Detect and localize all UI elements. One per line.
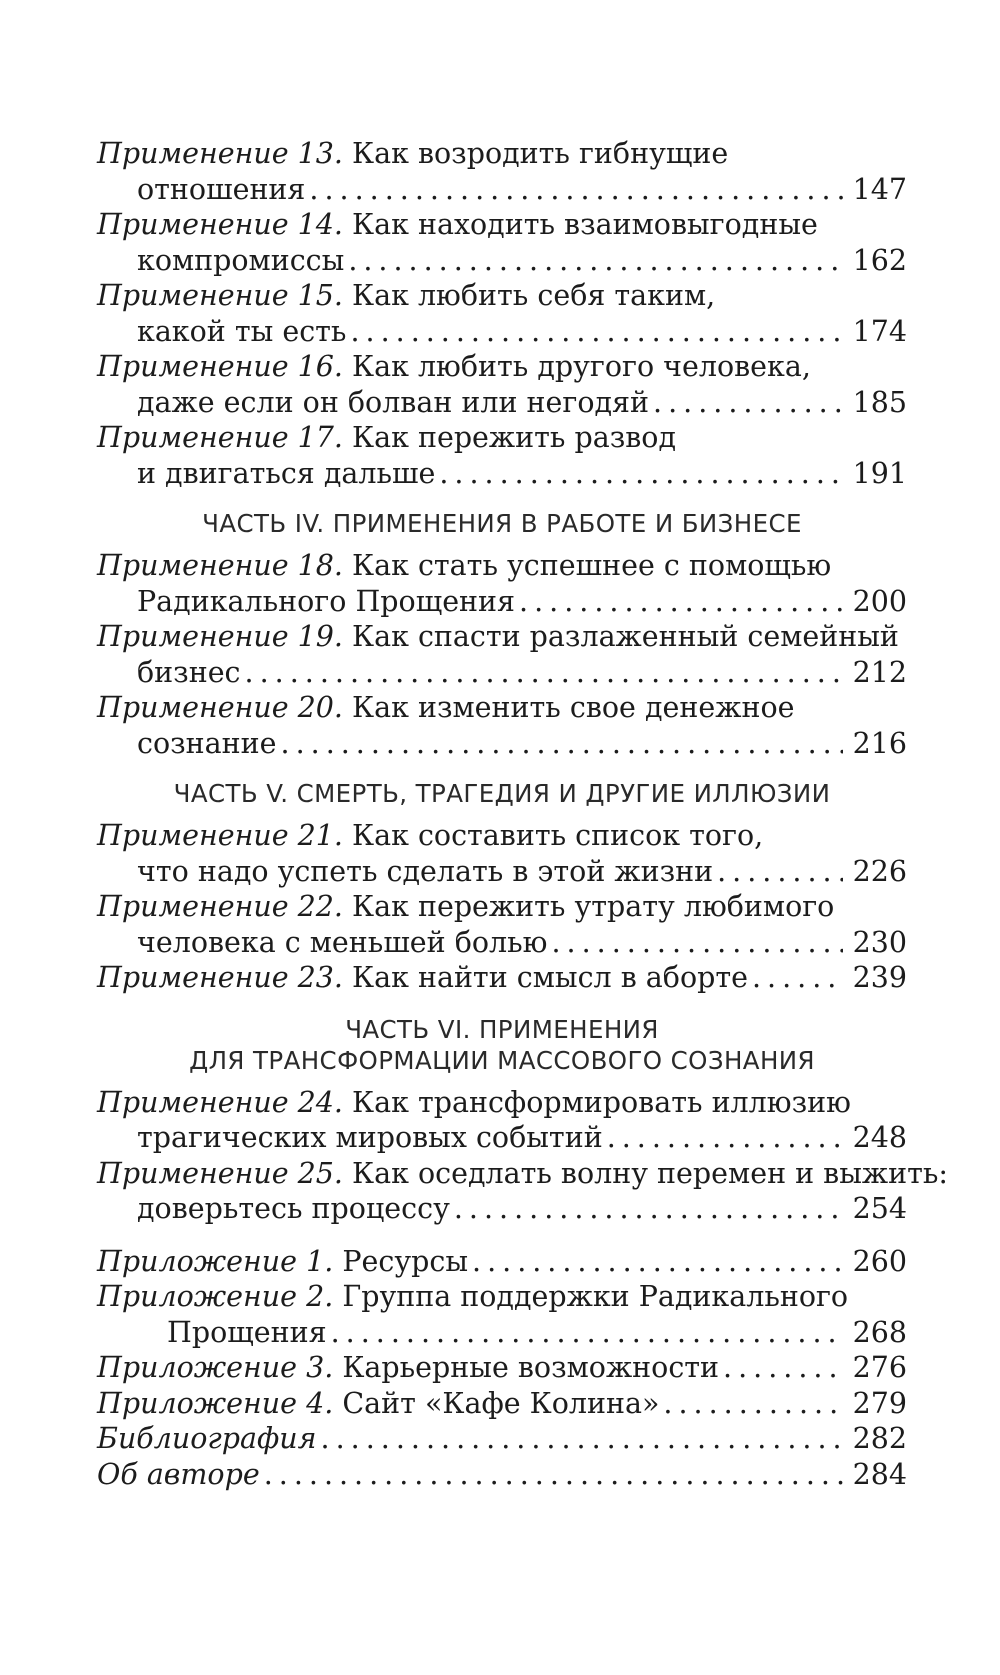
page-number: 147 xyxy=(852,172,907,206)
toc-entry-24 xyxy=(97,1085,907,1156)
entry-lead: Применение 24. xyxy=(97,1085,343,1119)
toc-bibliography xyxy=(97,1421,907,1457)
dot-leader xyxy=(321,1421,843,1457)
toc-appendix-1 xyxy=(97,1244,907,1280)
entry-title: Как любить себя таким, xyxy=(352,279,716,312)
toc-entry-13 xyxy=(97,136,907,207)
part-title: ЧАСТЬ V. СМЕРТЬ, ТРАГЕДИЯ И ДРУГИЕ ИЛЛЮЗИИ xyxy=(173,779,831,808)
dot-leader xyxy=(663,1386,842,1422)
entry-lead: Приложение 1. xyxy=(97,1244,334,1278)
entry-title: Как пережить развод xyxy=(352,421,677,454)
toc-appendix-2 xyxy=(97,1279,907,1350)
entry-lead: Приложение 2. xyxy=(97,1280,334,1313)
entry-title: Как найти смысл в аборте xyxy=(352,961,748,994)
entry-title-cont: Прощения xyxy=(167,1315,327,1349)
dot-leader xyxy=(281,726,843,762)
entry-title-cont: какой ты есть xyxy=(137,314,347,348)
entry-title-cont: даже если он болван или негодяй xyxy=(137,385,650,419)
toc-appendix-4 xyxy=(97,1386,907,1422)
toc-entry-21 xyxy=(97,818,907,889)
dot-leader xyxy=(439,456,842,492)
entry-lead: Применение 14. xyxy=(97,208,343,241)
toc-entry-14 xyxy=(97,207,907,278)
dot-leader xyxy=(245,655,843,691)
entry-title: Как любить другого человека, xyxy=(352,350,811,383)
entry-title-cont: бизнес xyxy=(137,655,241,689)
entry-lead: Применение 19. xyxy=(97,620,343,653)
entry-title: Как составить список того, xyxy=(352,819,764,852)
dot-leader xyxy=(350,314,842,350)
page-number: 162 xyxy=(852,243,907,277)
entry-lead: Применение 17. xyxy=(97,421,343,454)
entry-lead: Применение 21. xyxy=(97,819,343,852)
dot-leader xyxy=(519,584,843,620)
entry-title-cont: что надо успеть сделать в этой жизни xyxy=(137,854,714,888)
entry-lead: Применение 13. xyxy=(97,137,343,170)
entry-title-cont: доверьтесь процессу xyxy=(137,1192,450,1225)
dot-leader xyxy=(551,925,842,961)
page-number: 226 xyxy=(852,854,907,888)
part-title-line-1: ЧАСТЬ VI. ПРИМЕНЕНИЯ xyxy=(345,1014,659,1044)
entry-lead: Применение 23. xyxy=(97,961,343,994)
dot-leader xyxy=(472,1244,843,1280)
table-of-contents xyxy=(97,136,948,1492)
dot-leader xyxy=(752,960,843,996)
toc-entry-20 xyxy=(97,690,907,761)
entry-title: Как спасти разлаженный семейный xyxy=(352,620,899,653)
entry-lead: Применение 18. xyxy=(97,549,343,582)
page-number: 254 xyxy=(852,1192,907,1225)
entry-lead: Приложение 4. xyxy=(97,1386,334,1420)
page-number: 284 xyxy=(852,1457,907,1491)
dot-leader xyxy=(348,243,842,279)
page-number: 260 xyxy=(852,1244,907,1278)
entry-lead: Приложение 3. xyxy=(97,1351,334,1384)
entry-title: Библиография xyxy=(97,1422,317,1455)
toc-entry-16 xyxy=(97,349,907,420)
toc-about-author xyxy=(97,1457,907,1493)
entry-title: Как находить взаимовыгодные xyxy=(352,208,818,241)
entry-title: Об авторе xyxy=(97,1457,260,1491)
page-number: 282 xyxy=(852,1422,907,1455)
page-number: 200 xyxy=(852,584,907,618)
entry-title-cont: трагических мировых событий xyxy=(137,1121,603,1154)
entry-title-cont: компромиссы xyxy=(137,243,345,277)
toc-entry-19 xyxy=(97,619,907,690)
toc-entry-23 xyxy=(97,960,907,996)
entry-title: Как изменить свое денежное xyxy=(352,691,795,724)
page-number: 230 xyxy=(852,925,907,959)
page-number: 174 xyxy=(852,314,907,348)
page-number: 185 xyxy=(852,385,907,419)
dot-leader xyxy=(723,1350,843,1386)
page-number: 212 xyxy=(852,655,907,689)
page-number: 248 xyxy=(852,1121,907,1154)
dot-leader xyxy=(607,1120,843,1156)
toc-entry-15 xyxy=(97,278,907,349)
page-number: 191 xyxy=(852,456,907,490)
toc-appendix-3 xyxy=(97,1350,907,1386)
entry-title: Группа поддержки Радикального xyxy=(342,1280,849,1313)
section-gap xyxy=(97,1227,907,1244)
entry-title-cont: отношения xyxy=(137,172,306,206)
entry-lead: Применение 22. xyxy=(97,890,343,923)
dot-leader xyxy=(331,1315,843,1351)
toc-entry-25 xyxy=(97,1156,948,1227)
toc-entry-22 xyxy=(97,889,907,960)
dot-leader xyxy=(309,172,842,208)
entry-title: Как трансформировать иллюзию xyxy=(352,1085,851,1119)
part-title-line-2: ДЛЯ ТРАНСФОРМАЦИИ МАССОВОГО СОЗНАНИЯ xyxy=(189,1045,815,1075)
entry-title: Сайт «Кафе Колина» xyxy=(342,1386,660,1420)
dot-leader xyxy=(717,854,842,890)
entry-title-cont: человека с меньшей болью xyxy=(137,925,548,959)
entry-title: Как возродить гибнущие xyxy=(352,137,729,170)
entry-lead: Применение 16. xyxy=(97,350,343,383)
part-4-heading xyxy=(97,508,907,539)
entry-lead: Применение 25. xyxy=(97,1156,343,1190)
page-number: 276 xyxy=(852,1351,907,1384)
entry-title: Как стать успешнее с помощью xyxy=(352,549,832,582)
toc-entry-18 xyxy=(97,548,907,619)
page-number: 268 xyxy=(852,1315,907,1349)
dot-leader xyxy=(454,1191,843,1227)
entry-title: Карьерные возможности xyxy=(342,1351,720,1384)
page-number: 279 xyxy=(852,1386,907,1420)
entry-title-cont: и двигаться дальше xyxy=(137,456,436,490)
entry-title-cont: Радикального Прощения xyxy=(137,584,516,618)
part-5-heading xyxy=(97,778,907,809)
entry-title: Ресурсы xyxy=(342,1244,469,1278)
entry-title-cont: сознание xyxy=(137,726,277,760)
entry-title: Как оседлать волну перемен и выжить: xyxy=(352,1156,948,1190)
entry-lead: Применение 15. xyxy=(97,279,343,312)
entry-title: Как пережить утрату любимого xyxy=(352,890,835,923)
part-title: ЧАСТЬ IV. ПРИМЕНЕНИЯ В РАБОТЕ И БИЗНЕСЕ xyxy=(202,509,802,538)
entry-lead: Применение 20. xyxy=(97,691,343,724)
page-number: 239 xyxy=(852,961,907,994)
part-6-heading xyxy=(97,1014,907,1076)
dot-leader xyxy=(653,385,843,421)
dot-leader xyxy=(264,1457,843,1493)
toc-entry-17 xyxy=(97,420,907,491)
page-number: 216 xyxy=(852,726,907,760)
